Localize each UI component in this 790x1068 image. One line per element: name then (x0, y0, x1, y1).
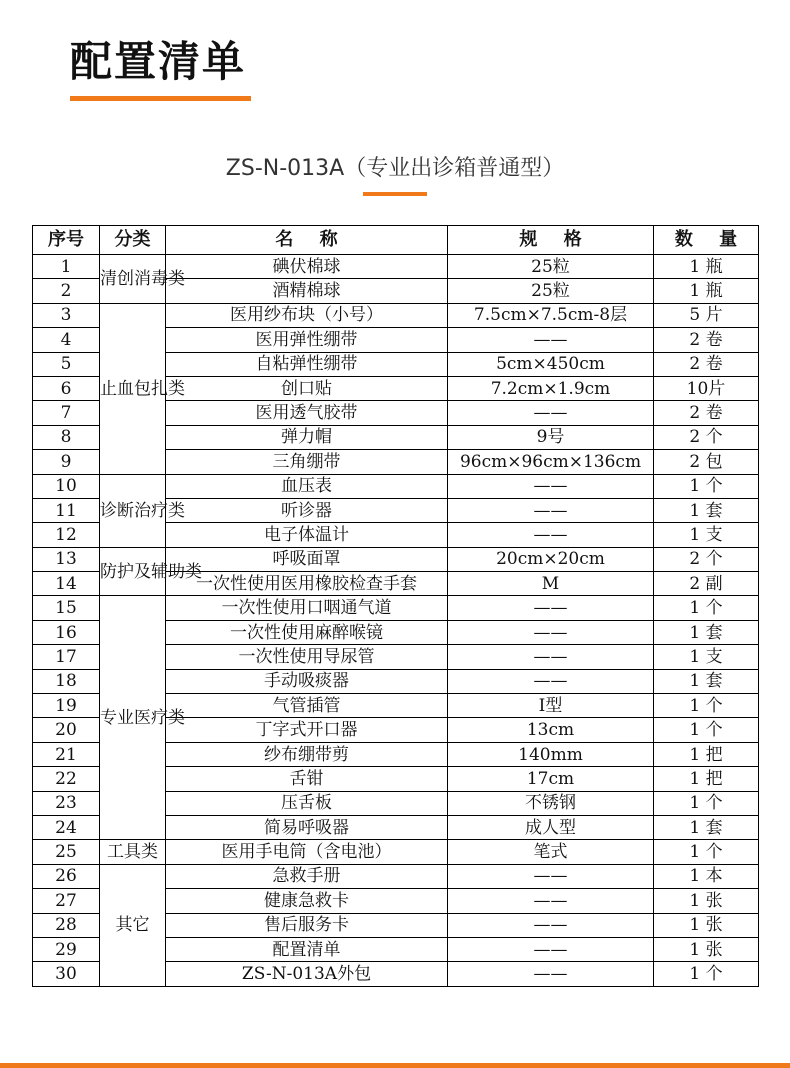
row-index: 26 (33, 864, 100, 888)
item-spec: 96cm×96cm×136cm (448, 450, 654, 474)
item-quantity: 1 张 (654, 913, 759, 937)
row-index: 29 (33, 937, 100, 961)
item-name: 三角绷带 (166, 450, 448, 474)
title-underline (70, 96, 251, 101)
row-index: 24 (33, 815, 100, 839)
row-index: 14 (33, 572, 100, 596)
table-row (33, 864, 759, 888)
row-index: 5 (33, 352, 100, 376)
row-index: 7 (33, 401, 100, 425)
row-index: 16 (33, 620, 100, 644)
item-spec: Ⅰ型 (448, 694, 654, 718)
item-quantity: 1 套 (654, 669, 759, 693)
row-index: 20 (33, 718, 100, 742)
item-name: 气管插管 (166, 694, 448, 718)
item-name: 创口贴 (166, 376, 448, 400)
item-quantity: 1 个 (654, 596, 759, 620)
item-quantity: 2 卷 (654, 401, 759, 425)
item-quantity: 1 瓶 (654, 255, 759, 279)
row-index: 17 (33, 645, 100, 669)
header-index: 序号 (33, 226, 100, 255)
item-name: 呼吸面罩 (166, 547, 448, 571)
table-row (33, 255, 759, 279)
item-name: 一次性使用导尿管 (166, 645, 448, 669)
item-name: 听诊器 (166, 498, 448, 522)
item-name: 血压表 (166, 474, 448, 498)
item-spec: —— (448, 937, 654, 961)
row-index: 25 (33, 840, 100, 864)
row-index: 27 (33, 889, 100, 913)
table-row (33, 596, 759, 620)
item-name: 自粘弹性绷带 (166, 352, 448, 376)
item-spec: —— (448, 645, 654, 669)
row-index: 18 (33, 669, 100, 693)
row-index: 1 (33, 255, 100, 279)
item-name: 弹力帽 (166, 425, 448, 449)
page-title: 配置清单 (70, 37, 247, 86)
item-name: 碘伏棉球 (166, 255, 448, 279)
item-spec: —— (448, 889, 654, 913)
row-category: 工具类 (100, 840, 166, 864)
row-index: 3 (33, 303, 100, 327)
item-name: ZS-N-013A外包 (166, 962, 448, 986)
item-spec: —— (448, 864, 654, 888)
table-row (33, 474, 759, 498)
item-quantity: 1 个 (654, 962, 759, 986)
item-quantity: 1 本 (654, 864, 759, 888)
item-quantity: 5 片 (654, 303, 759, 327)
item-quantity: 1 个 (654, 840, 759, 864)
row-category: 专业医疗类 (100, 596, 166, 840)
item-spec: M (448, 572, 654, 596)
item-name: 一次性使用麻醉喉镜 (166, 620, 448, 644)
row-index: 9 (33, 450, 100, 474)
item-spec: 5cm×450cm (448, 352, 654, 376)
item-spec: 17cm (448, 767, 654, 791)
item-name: 简易呼吸器 (166, 815, 448, 839)
item-spec: —— (448, 328, 654, 352)
table-header-row (33, 226, 759, 255)
item-name: 酒精棉球 (166, 279, 448, 303)
row-index: 13 (33, 547, 100, 571)
item-quantity: 2 个 (654, 547, 759, 571)
row-category: 防护及辅助类 (100, 547, 166, 596)
item-name: 手动吸痰器 (166, 669, 448, 693)
item-spec: —— (448, 474, 654, 498)
item-spec: 140mm (448, 742, 654, 766)
product-subtitle: ZS-N-013A（专业出诊箱普通型） (225, 156, 565, 181)
item-spec: —— (448, 498, 654, 522)
item-name: 售后服务卡 (166, 913, 448, 937)
row-index: 8 (33, 425, 100, 449)
row-index: 4 (33, 328, 100, 352)
item-quantity: 1 个 (654, 694, 759, 718)
item-spec: 20cm×20cm (448, 547, 654, 571)
item-spec: —— (448, 913, 654, 937)
row-index: 23 (33, 791, 100, 815)
item-quantity: 10片 (654, 376, 759, 400)
row-category: 清创消毒类 (100, 255, 166, 304)
row-index: 10 (33, 474, 100, 498)
item-quantity: 1 把 (654, 742, 759, 766)
item-spec: 9号 (448, 425, 654, 449)
item-quantity: 1 套 (654, 620, 759, 644)
row-index: 2 (33, 279, 100, 303)
subtitle-underline (363, 192, 427, 196)
item-quantity: 1 支 (654, 645, 759, 669)
item-name: 医用透气胶带 (166, 401, 448, 425)
row-index: 11 (33, 498, 100, 522)
item-name: 一次性使用口咽通气道 (166, 596, 448, 620)
item-spec: 7.2cm×1.9cm (448, 376, 654, 400)
table-row (33, 840, 759, 864)
table-body (33, 255, 759, 987)
item-name: 压舌板 (166, 791, 448, 815)
item-quantity: 1 把 (654, 767, 759, 791)
item-spec: 13cm (448, 718, 654, 742)
item-quantity: 1 套 (654, 498, 759, 522)
item-spec: —— (448, 620, 654, 644)
row-category: 其它 (100, 864, 166, 986)
row-index: 21 (33, 742, 100, 766)
row-index: 22 (33, 767, 100, 791)
item-quantity: 1 个 (654, 474, 759, 498)
item-spec: —— (448, 401, 654, 425)
item-name: 医用手电筒（含电池） (166, 840, 448, 864)
item-quantity: 1 个 (654, 791, 759, 815)
row-index: 30 (33, 962, 100, 986)
item-quantity: 1 支 (654, 523, 759, 547)
item-quantity: 1 张 (654, 889, 759, 913)
item-name: 电子体温计 (166, 523, 448, 547)
item-quantity: 2 包 (654, 450, 759, 474)
item-name: 健康急救卡 (166, 889, 448, 913)
item-quantity: 2 卷 (654, 328, 759, 352)
table-row (33, 303, 759, 327)
item-spec: —— (448, 523, 654, 547)
item-quantity: 2 个 (654, 425, 759, 449)
item-spec: 25粒 (448, 255, 654, 279)
item-spec: —— (448, 596, 654, 620)
item-spec: 不锈钢 (448, 791, 654, 815)
item-name: 配置清单 (166, 937, 448, 961)
item-spec: 笔式 (448, 840, 654, 864)
row-index: 6 (33, 376, 100, 400)
item-name: 急救手册 (166, 864, 448, 888)
header-spec: 规 格 (448, 226, 654, 255)
item-quantity: 1 张 (654, 937, 759, 961)
row-category: 诊断治疗类 (100, 474, 166, 547)
item-spec: 7.5cm×7.5cm-8层 (448, 303, 654, 327)
row-index: 12 (33, 523, 100, 547)
table-row (33, 547, 759, 571)
row-index: 28 (33, 913, 100, 937)
item-name: 医用弹性绷带 (166, 328, 448, 352)
item-name: 医用纱布块（小号） (166, 303, 448, 327)
row-index: 15 (33, 596, 100, 620)
item-quantity: 2 卷 (654, 352, 759, 376)
item-name: 舌钳 (166, 767, 448, 791)
bottom-accent-bar (0, 1063, 790, 1068)
item-spec: 成人型 (448, 815, 654, 839)
row-index: 19 (33, 694, 100, 718)
item-name: 丁字式开口器 (166, 718, 448, 742)
item-spec: —— (448, 962, 654, 986)
item-quantity: 1 瓶 (654, 279, 759, 303)
item-quantity: 2 副 (654, 572, 759, 596)
item-spec: —— (448, 669, 654, 693)
item-name: 纱布绷带剪 (166, 742, 448, 766)
item-quantity: 1 个 (654, 718, 759, 742)
row-category: 止血包扎类 (100, 303, 166, 474)
header-category: 分类 (100, 226, 166, 255)
configuration-table (32, 225, 759, 987)
header-name: 名 称 (166, 226, 448, 255)
item-quantity: 1 套 (654, 815, 759, 839)
item-spec: 25粒 (448, 279, 654, 303)
header-quantity: 数 量 (654, 226, 759, 255)
item-name: 一次性使用医用橡胶检查手套 (166, 572, 448, 596)
